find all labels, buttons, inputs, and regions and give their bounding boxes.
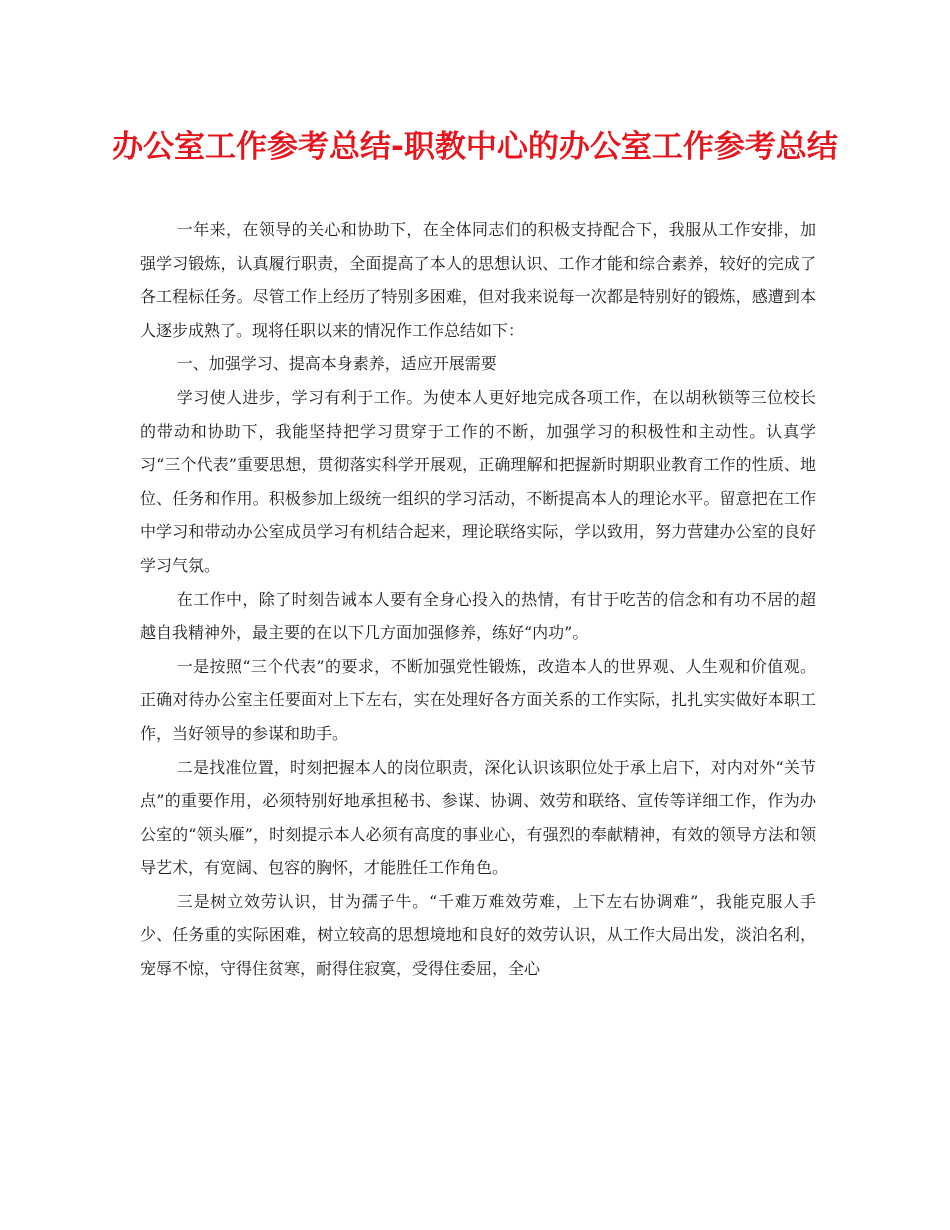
paragraph-point-two: 二是找准位置，时刻把握本人的岗位职责，深化认识该职位处于承上启下，对内对外“关节点”的重要作用，必须特别好地承担秘书、参谋、协调、效劳和联络、宣传等详细工作，作为办公室的“领头雁”，时刻提示本人必须有高度的事业心，有强烈的奉献精神，有效的领导方法和领导艺术，有宽阔、包容的胸怀，才能胜任工作角色。 — [140, 757, 816, 878]
document-title: 办公室工作参考总结-职教中心的办公室工作参考总结 — [112, 129, 838, 165]
paragraph-point-three: 三是树立效劳认识，甘为孺子牛。“千难万难效劳难，上下左右协调难”，我能克服人手少、任务重的实际困难，树立较高的思想境地和良好的效劳认识，从工作大局出发，淡泊名利，宠辱不惊，守得住贫寒，耐得住寂寞，受得住委屈，全心 — [140, 891, 816, 979]
paragraph-intro: 一年来，在领导的关心和协助下，在全体同志们的积极支持配合下，我服从工作安排，加强学习锻炼，认真履行职责，全面提高了本人的思想认识、工作才能和综合素养，较好的完成了各工程标任务。尽管工作上经历了特别多困难，但对我来说每一次都是特别好的锻炼，感遭到本人逐步成熟了。现将任职以来的情况作工作总结如下： — [140, 220, 816, 340]
paragraph-point-one: 一是按照“三个代表”的要求，不断加强党性锻炼，改造本人的世界观、人生观和价值观。正确对待办公室主任要面对上下左右，实在处理好各方面关系的工作实际，扎扎实实做好本职工作，当好领导的参谋和助手。 — [140, 656, 816, 743]
section-heading-1: 一、加强学习、提高本身素养，适应开展需要 — [176, 354, 497, 374]
document-body — [140, 213, 816, 986]
paragraph-inner-skill: 在工作中，除了时刻告诫本人要有全身心投入的热情，有甘于吃苦的信念和有功不居的超越自我精神外，最主要的在以下几方面加强修养，练好“内功”。 — [140, 589, 816, 643]
paragraph-study: 学习使人进步，学习有利于工作。为使本人更好地完成各项工作，在以胡秋锁等三位校长的带动和协助下，我能坚持把学习贯穿于工作的不断，加强学习的积极性和主动性。认真学习“三个代表”重要思想，贯彻落实科学开展观，正确理解和把握新时期职业教育工作的性质、地位、任务和作用。积极参加上级统一组织的学习活动，不断提高本人的理论水平。留意把在工作中学习和带动办公室成员学习有机结合起来，理论联络实际，学以致用，努力营建办公室的良好学习气氛。 — [140, 387, 816, 575]
